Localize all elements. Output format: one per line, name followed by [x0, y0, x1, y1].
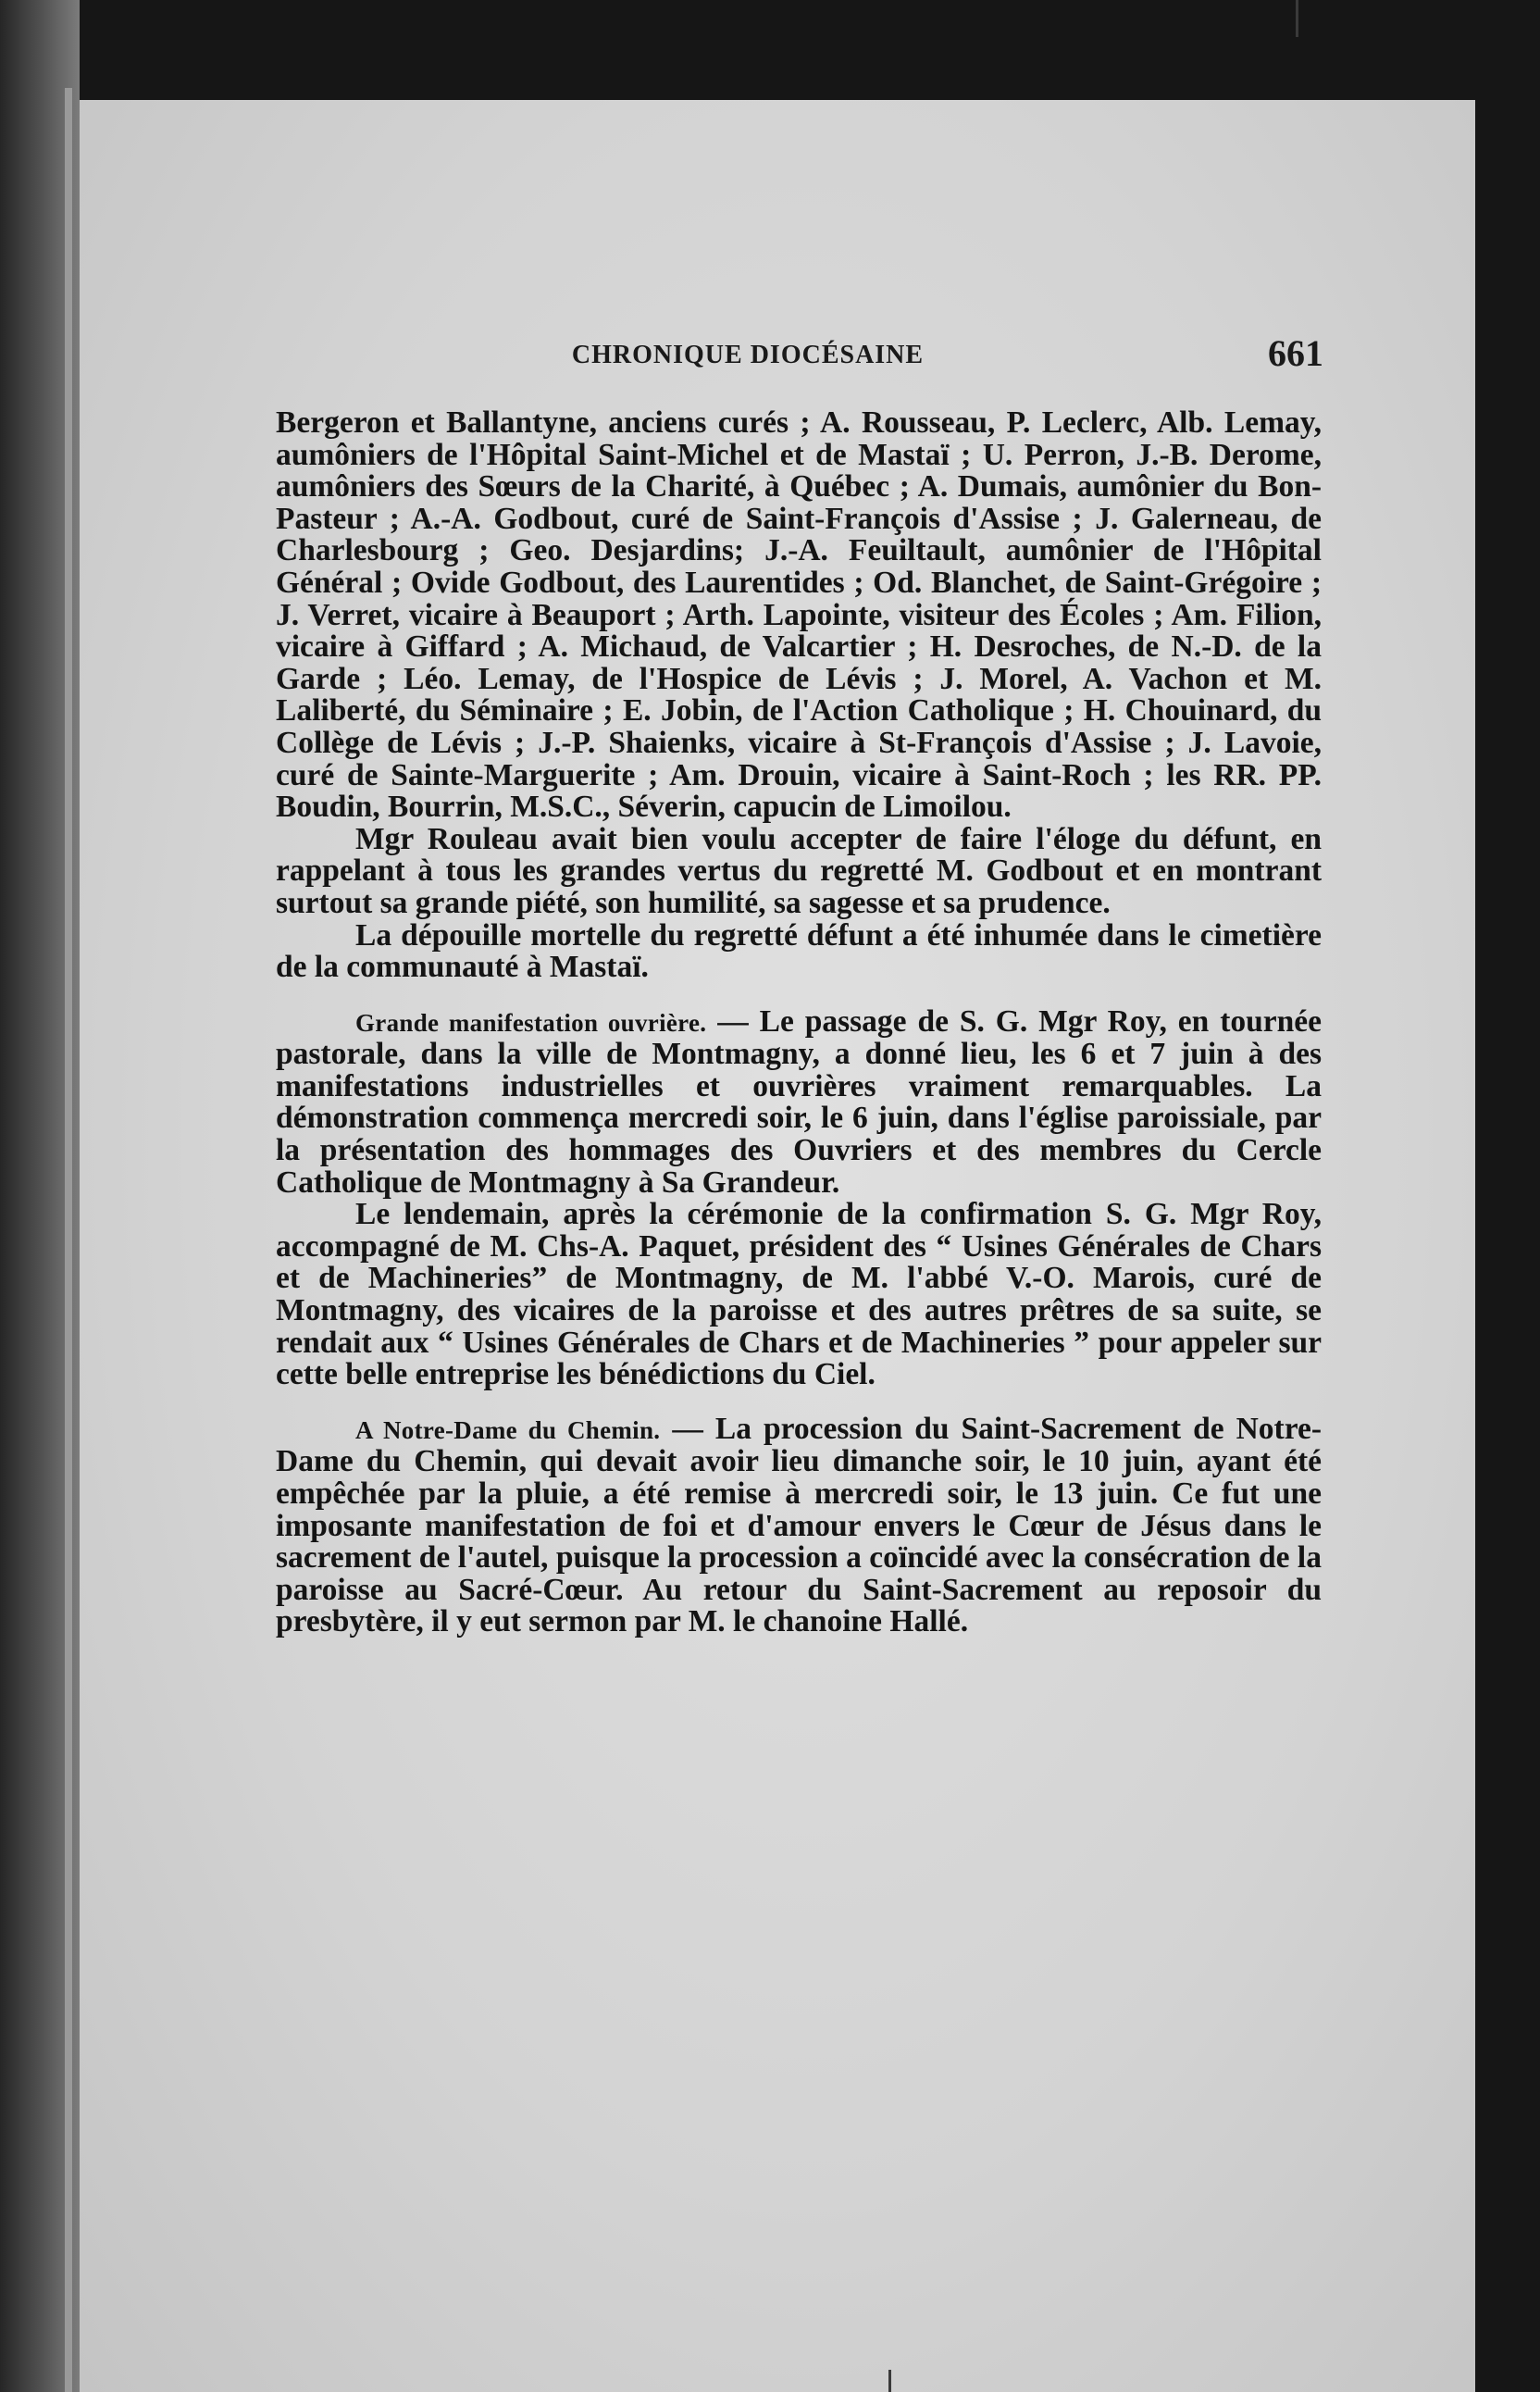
page-edge: [65, 88, 72, 2392]
section-manifestation: [276, 1003, 1322, 1200]
page-number: 661: [1268, 332, 1323, 374]
running-title: CHRONIQUE DIOCÉSAINE: [571, 341, 925, 369]
paragraph-burial: La dépouille mortelle du regretté défunt a été inhumée dans le cimetière de la communauté à Mastaï.: [276, 917, 1322, 985]
paragraph-lendemain: Le lendemain, après la cérémonie de la confirmation S. G. Mgr Roy, accompagné de M. Chs-A. Paquet, président des “ Usines Générales de Chars et de Machineries” de Montmagny, de M. l'abbé V.-O. Marois, curé de Montmagny, des vicaires de la paroisse et des autres prêtres de sa suite, se rendait aux “ Usines Générales de Chars et de Machineries ” pour appeler sur cette belle entreprise les bénédictions du Ciel.: [276, 1197, 1322, 1392]
paragraph-eulogy: Mgr Rouleau avait bien voulu accepter de faire l'éloge du défunt, en rappelant à tous les grandes vertus du regretté M. Godbout et en montrant surtout sa grande piété, son humilité, sa sagesse et sa prudence.: [276, 821, 1322, 920]
section-body-manifestation: — Le passage de S. G. Mgr Roy, en tournée pastorale, dans la ville de Montmagny, a donné lieu, les 6 et 7 juin à des manifestations industrielles et ouvrières vraiment remarquables. La démonstration commença mercredi soir, le 6 juin, dans l'église paroissiale, par la présentation des hommages des Ouvriers et des membres du Cercle Catholique de Montmagny à Sa Grandeur.: [276, 1003, 1322, 1200]
body-text: [276, 407, 1322, 1638]
section-body-notre-dame: — La procession du Saint-Sacrement de Notre-Dame du Chemin, qui devait avoir lieu dimanche soir, le 10 juin, ayant été empêchée par la pluie, a été remise à mercredi soir, le 13 juin. Ce fut une imposante manifestation de foi et d'amour envers le Cœur de Jésus dans le sacrement de l'autel, puisque la procession a coïncidé avec la consécration de la paroisse au Sacré-Cœur. Au retour du Saint-Sacrement au reposoir du presbytère, il y eut sermon par M. le chanoine Hallé.: [276, 1411, 1322, 1639]
section-heading-manifestation: Grande manifestation ouvrière.: [355, 1008, 707, 1037]
page-header: [172, 330, 1323, 385]
section-notre-dame: [276, 1411, 1322, 1639]
paragraph-attendees: Bergeron et Ballantyne, anciens curés ; A. Rousseau, P. Leclerc, Alb. Lemay, aumôniers de l'Hôpital Saint-Michel et de Mastaï ; U. Perron, J.-B. Derome, aumôniers des Sœurs de la Charité, à Québec ; A. Dumais, aumônier du Bon-Pasteur ; A.-A. Godbout, curé de Saint-François d'Assise ; J. Galerneau, de Charlesbourg ; Geo. Desjardins; J.-A. Feuiltault, aumônier de l'Hôpital Général ; Ovide Godbout, des Laurentides ; Od. Blanchet, de Saint-Grégoire ; J. Verret, vicaire à Beauport ; Arth. Lapointe, visiteur des Écoles ; Am. Filion, vicaire à Giffard ; A. Michaud, de Valcartier ; H. Desroches, de N.-D. de la Garde ; Léo. Lemay, de l'Hospice de Lévis ; J. Morel, A. Vachon et M. Laliberté, du Séminaire ; E. Jobin, de l'Action Catholique ; H. Chouinard, du Collège de Lévis ; J.-P. Shaienks, vicaire à St-François d'Assise ; J. Lavoie, curé de Sainte-Marguerite ; Am. Drouin, vicaire à Saint-Roch ; les RR. PP. Boudin, Bourrin, M.S.C., Séverin, capucin de Limoilou.: [276, 405, 1322, 825]
section-heading-notre-dame: A Notre-Dame du Chemin.: [355, 1415, 661, 1444]
